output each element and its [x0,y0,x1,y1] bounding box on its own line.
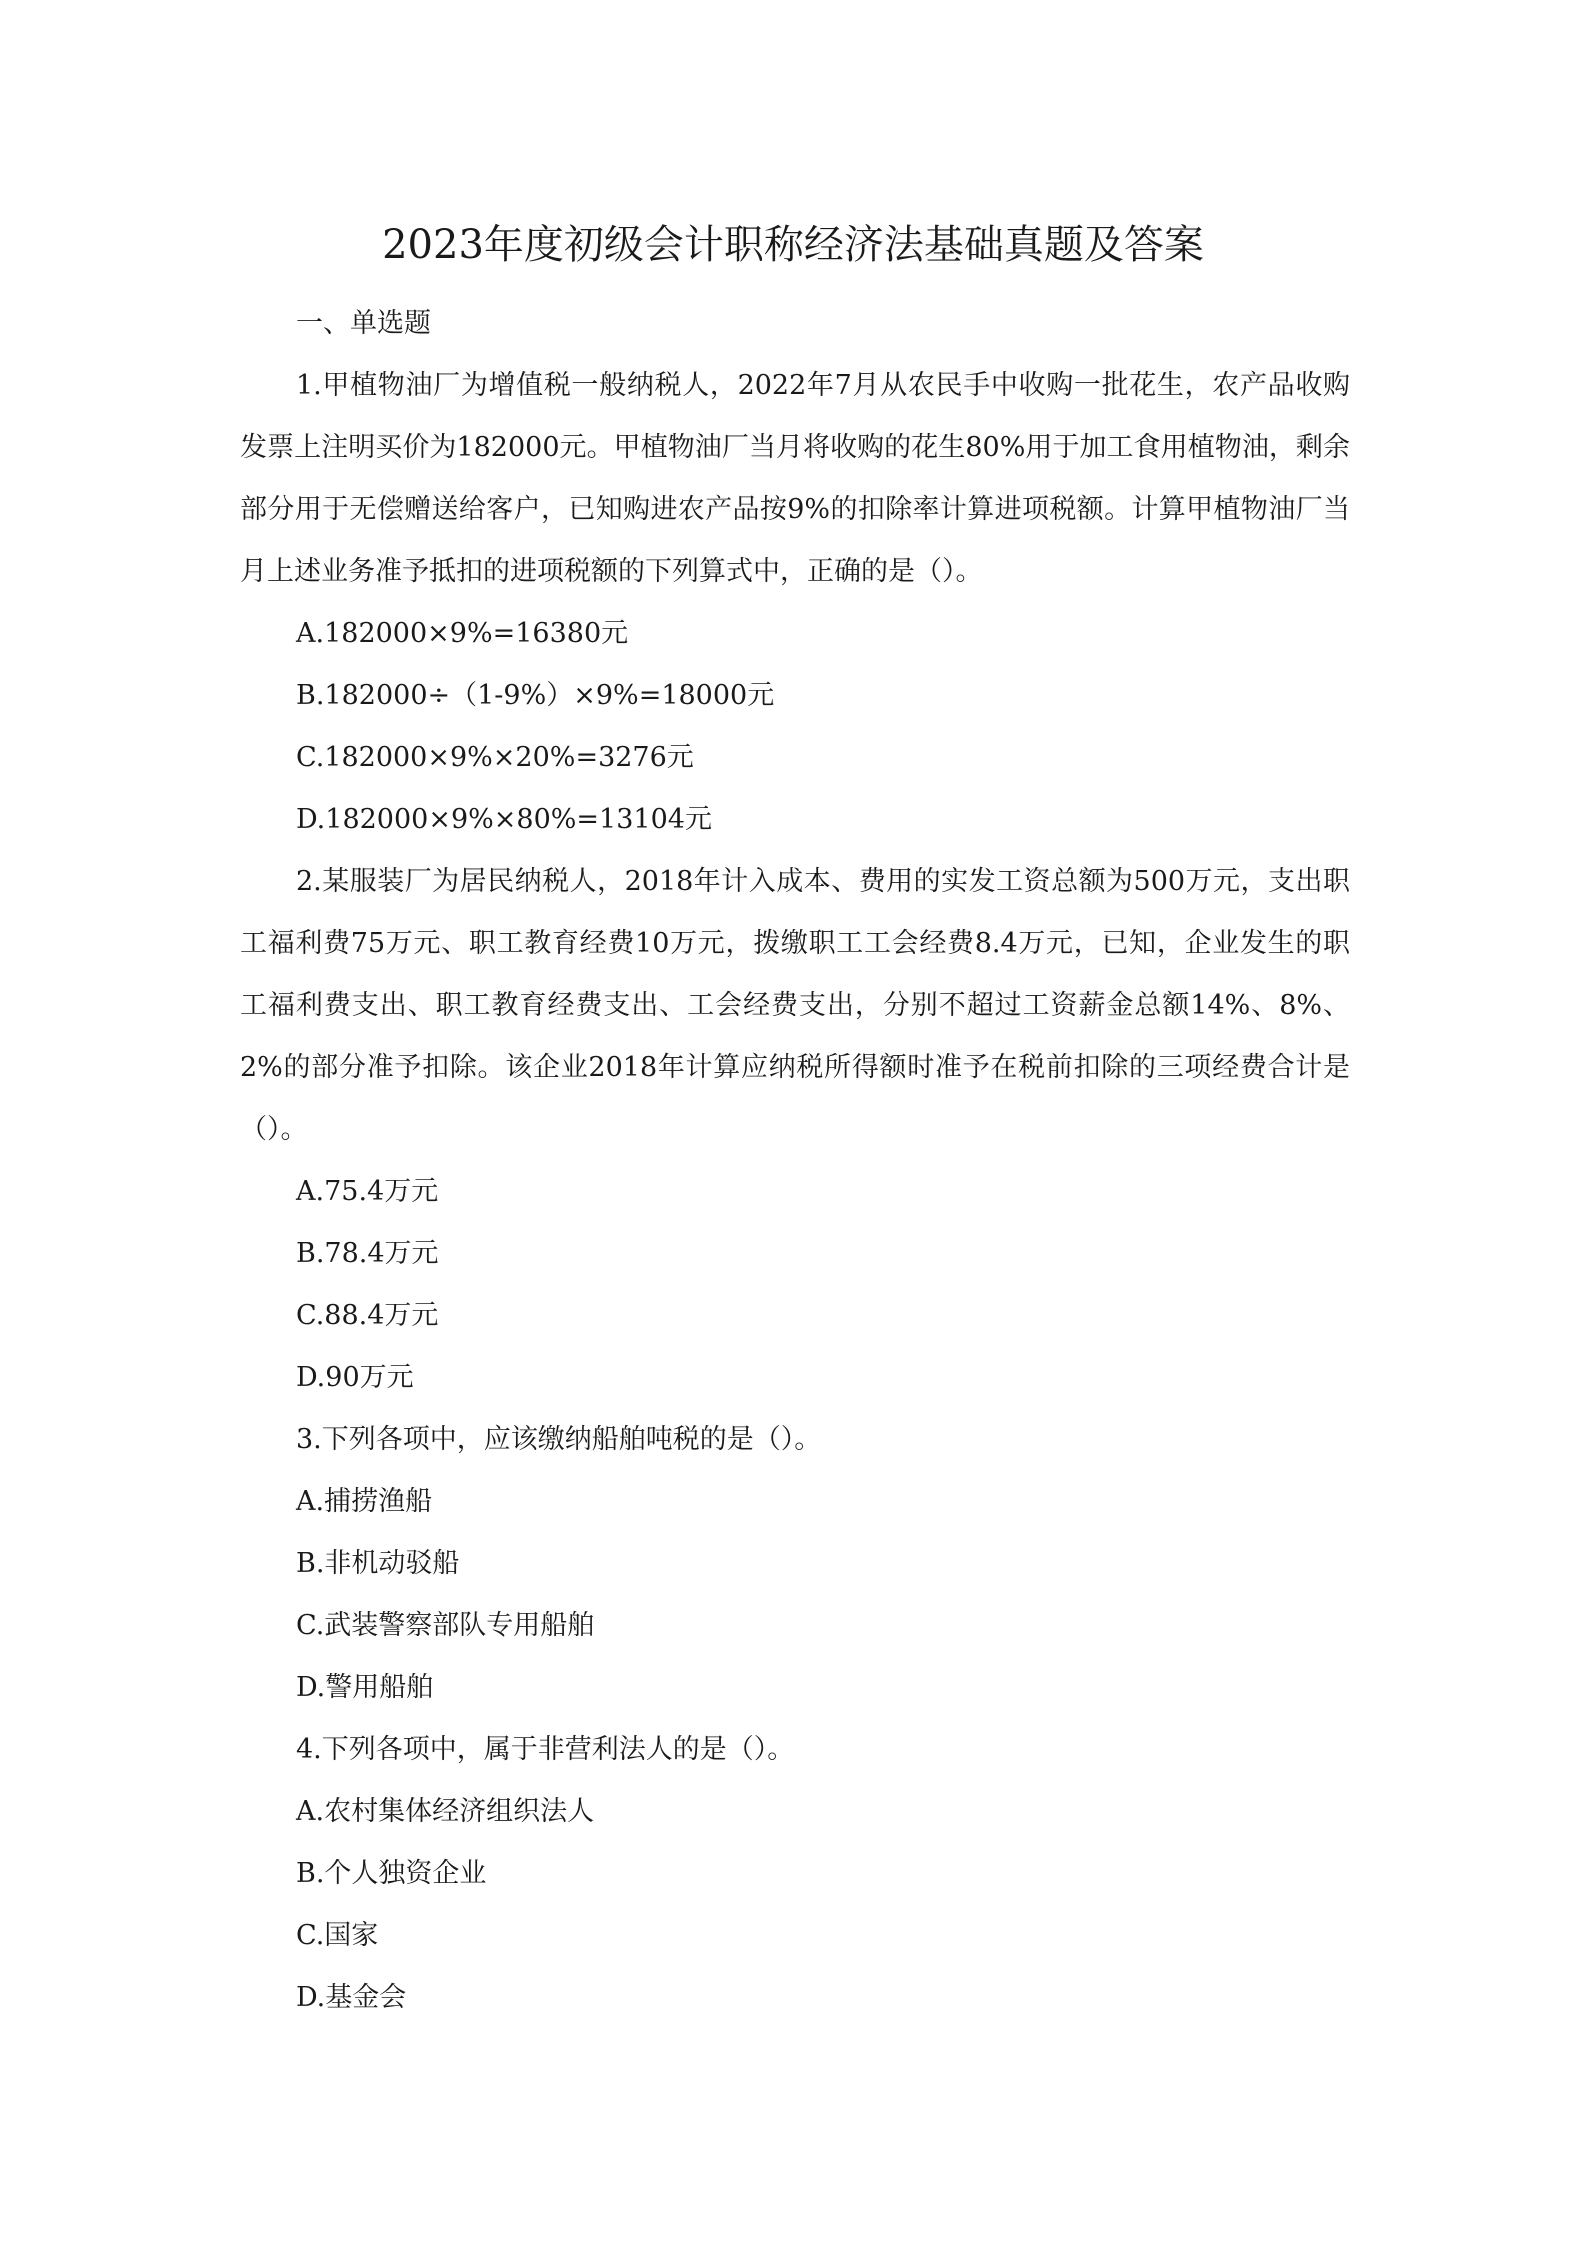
question-3-option-d: D.警用船舶 [296,1672,434,1703]
question-2-stem: 2.某服装厂为居民纳税人，2018年计入成本、费用的实发工资总额为500万元，支出职工福利费75万元、职工教育经费10万元，拨缴职工工会经费8.4万元，已知，企业发生的职工福利费支出、职工教育经费支出、工会经费支出，分别不超过工资薪金总额14%、8%、2%的部分准予扣除。该企业2018年计算应纳税所得额时准予在税前扣除的三项经费合计是（）。 [240,866,1350,1145]
question-1-option-c: C.182000×9%×20%=3276元 [296,742,694,773]
question-3-option-c: C.武装警察部队专用船舶 [296,1610,595,1641]
question-4-option-c: C.国家 [296,1920,379,1951]
document-body [240,293,1350,2029]
section-heading: 一、单选题 [296,308,431,339]
question-3-option-b: B.非机动驳船 [296,1548,460,1579]
question-4-option-d: D.基金会 [296,1982,407,2013]
question-4-option-b: B.个人独资企业 [296,1858,487,1889]
question-2-option-d: D.90万元 [296,1362,414,1393]
question-1-option-a: A.182000×9%=16380元 [296,618,629,649]
question-2-option-a: A.75.4万元 [296,1176,439,1207]
question-3-stem: 3.下列各项中，应该缴纳船舶吨税的是（）。 [296,1424,822,1455]
question-1-option-b: B.182000÷（1-9%）×9%=18000元 [296,680,775,711]
question-1-option-d: D.182000×9%×80%=13104元 [296,804,712,835]
question-2-option-c: C.88.4万元 [296,1300,439,1331]
question-4-option-a: A.农村集体经济组织法人 [296,1796,595,1827]
question-4-stem: 4.下列各项中，属于非营利法人的是（）。 [296,1734,795,1765]
question-1-stem: 1.甲植物油厂为增值税一般纳税人，2022年7月从农民手中收购一批花生，农产品收购发票上注明买价为182000元。甲植物油厂当月将收购的花生80%用于加工食用植物油，剩余部分用于无偿赠送给客户，已知购进农产品按9%的扣除率计算进项税额。计算甲植物油厂当月上述业务准予抵扣的进项税额的下列算式中，正确的是（）。 [240,370,1350,587]
document-title: 2023年度初级会计职称经济法基础真题及答案 [382,222,1204,268]
question-2-option-b: B.78.4万元 [296,1238,439,1269]
question-3-option-a: A.捕捞渔船 [296,1486,433,1517]
